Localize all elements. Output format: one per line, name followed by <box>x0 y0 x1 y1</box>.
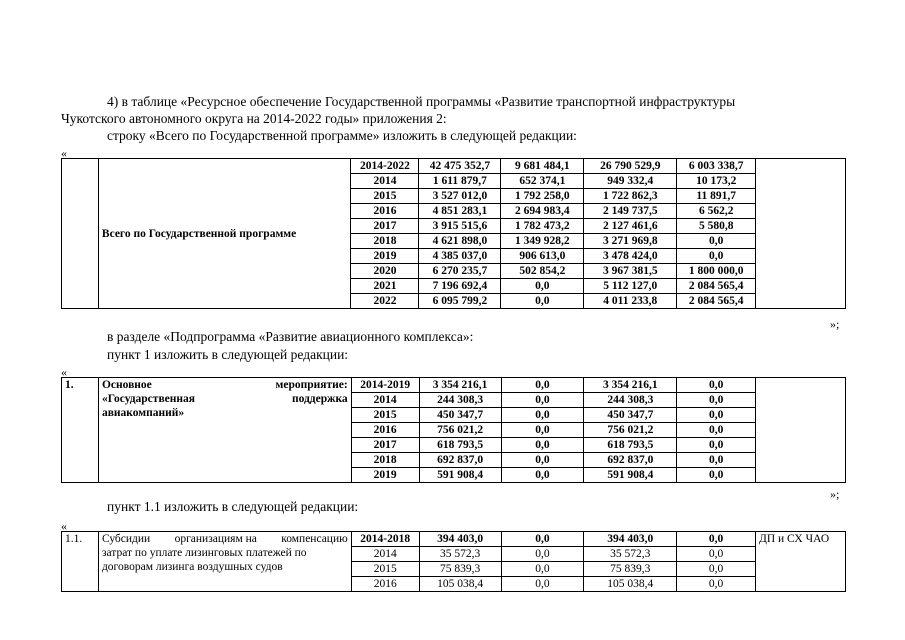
executor-cell <box>756 378 846 483</box>
amount-cell: 2 127 461,6 <box>584 219 677 234</box>
amount-cell: 75 839,3 <box>419 562 501 577</box>
amount-cell: 756 021,2 <box>584 423 677 438</box>
intro-line-1: 4) в таблице «Ресурсное обеспечение Государственной программы «Развитие транспортной инфраструктуры <box>107 94 736 109</box>
close-quote-2: »; <box>830 487 840 501</box>
executor-cell <box>756 159 846 309</box>
amount-cell: 591 908,4 <box>419 468 501 483</box>
amount-cell: 0,0 <box>501 532 584 547</box>
close-quote-1: »; <box>830 317 840 331</box>
amount-cell: 6 095 799,2 <box>419 294 501 309</box>
amount-cell: 0,0 <box>677 393 756 408</box>
label-line <box>102 378 348 392</box>
amount-cell: 0,0 <box>501 294 584 309</box>
amount-cell: 618 793,5 <box>419 438 501 453</box>
table-total-program <box>61 158 846 309</box>
amount-cell: 42 475 352,7 <box>419 159 501 174</box>
amount-cell: 5 580,8 <box>677 219 756 234</box>
amount-cell: 75 839,3 <box>584 562 677 577</box>
amount-cell: 591 908,4 <box>584 468 677 483</box>
amount-cell: 0,0 <box>677 547 756 562</box>
amount-cell: 4 621 898,0 <box>419 234 501 249</box>
amount-cell: 0,0 <box>677 577 756 592</box>
amount-cell: 6 562,2 <box>677 204 756 219</box>
year-cell: 2014-2018 <box>351 532 419 547</box>
row-number: 1.1. <box>62 532 99 592</box>
year-cell: 2015 <box>351 408 419 423</box>
year-cell: 2016 <box>351 423 419 438</box>
label-line: затрат по уплате лизинговых платежей по <box>101 547 307 559</box>
year-cell: 2015 <box>351 189 419 204</box>
amount-cell: 0,0 <box>501 438 584 453</box>
amount-cell: 394 403,0 <box>419 532 501 547</box>
amount-cell: 0,0 <box>677 408 756 423</box>
open-quote-2: « <box>61 365 67 379</box>
amount-cell: 9 681 484,1 <box>501 159 584 174</box>
amount-cell: 0,0 <box>501 453 584 468</box>
section2-line-2: пункт 1 изложить в следующей редакции: <box>107 347 349 362</box>
amount-cell: 3 354 216,1 <box>584 378 677 393</box>
amount-cell: 0,0 <box>677 453 756 468</box>
amount-cell: 3 915 515,6 <box>419 219 501 234</box>
amount-cell: 0,0 <box>677 423 756 438</box>
open-quote-3: « <box>61 519 67 533</box>
amount-cell: 0,0 <box>501 423 584 438</box>
amount-cell: 450 347,7 <box>419 408 501 423</box>
amount-cell: 756 021,2 <box>419 423 501 438</box>
amount-cell: 502 854,2 <box>501 264 584 279</box>
amount-cell: 0,0 <box>501 547 584 562</box>
amount-cell: 0,0 <box>501 279 584 294</box>
amount-cell: 4 385 037,0 <box>419 249 501 264</box>
year-cell: 2020 <box>351 264 419 279</box>
amount-cell: 0,0 <box>677 234 756 249</box>
amount-cell: 1 782 473,2 <box>501 219 584 234</box>
year-cell: 2014 <box>351 393 419 408</box>
amount-cell: 0,0 <box>677 249 756 264</box>
amount-cell: 0,0 <box>501 378 584 393</box>
amount-cell: 4 011 233,8 <box>584 294 677 309</box>
year-cell: 2018 <box>351 453 419 468</box>
label-line <box>102 392 348 406</box>
amount-cell: 1 722 862,3 <box>584 189 677 204</box>
label-word: организациям на <box>174 533 257 545</box>
amount-cell: 26 790 529,9 <box>584 159 677 174</box>
amount-cell: 5 112 127,0 <box>584 279 677 294</box>
open-quote-1: « <box>61 146 67 160</box>
amount-cell: 2 084 565,4 <box>677 279 756 294</box>
amount-cell: 0,0 <box>677 378 756 393</box>
row-number <box>62 159 99 309</box>
label-word: Субсидии <box>101 533 151 545</box>
amount-cell: 0,0 <box>501 562 584 577</box>
amount-cell: 10 173,2 <box>677 174 756 189</box>
amount-cell: 652 374,1 <box>501 174 584 189</box>
table-leasing-subsidies <box>61 531 846 592</box>
amount-cell: 244 308,3 <box>584 393 677 408</box>
label-word: компенсацию <box>281 533 348 545</box>
amount-cell: 0,0 <box>501 577 584 592</box>
amount-cell: 0,0 <box>677 438 756 453</box>
intro-line-2: Чукотского автономного округа на 2014-2022 годы» приложения 2: <box>61 111 447 126</box>
amount-cell: 3 271 969,8 <box>584 234 677 249</box>
amount-cell: 35 572,3 <box>419 547 501 562</box>
amount-cell: 0,0 <box>501 468 584 483</box>
label-line: договорам лизинга воздушных судов <box>101 561 283 573</box>
amount-cell: 0,0 <box>677 532 756 547</box>
year-cell: 2014-2019 <box>351 378 419 393</box>
amount-cell: 1 349 928,2 <box>501 234 584 249</box>
amount-cell: 949 332,4 <box>584 174 677 189</box>
label-word: Основное <box>101 379 152 391</box>
amount-cell: 0,0 <box>501 393 584 408</box>
section2-line-1: в разделе «Подпрограмма «Развитие авиационного комплекса»: <box>107 329 474 344</box>
year-cell: 2016 <box>351 577 419 592</box>
amount-cell: 692 837,0 <box>419 453 501 468</box>
year-cell: 2014 <box>351 174 419 189</box>
amount-cell: 394 403,0 <box>584 532 677 547</box>
row-label <box>98 532 351 592</box>
amount-cell: 6 003 338,7 <box>677 159 756 174</box>
table-aviation-support <box>61 377 846 483</box>
amount-cell: 35 572,3 <box>584 547 677 562</box>
section3-line-1: пункт 1.1 изложить в следующей редакции: <box>107 499 359 514</box>
amount-cell: 0,0 <box>501 408 584 423</box>
amount-cell: 1 792 258,0 <box>501 189 584 204</box>
amount-cell: 1 800 000,0 <box>677 264 756 279</box>
executor-cell: ДП и СХ ЧАО <box>756 532 846 592</box>
amount-cell: 692 837,0 <box>584 453 677 468</box>
amount-cell: 11 891,7 <box>677 189 756 204</box>
amount-cell: 3 967 381,5 <box>584 264 677 279</box>
amount-cell: 0,0 <box>677 468 756 483</box>
intro-line-3: строку «Всего по Государственной программе» изложить в следующей редакции: <box>107 128 577 143</box>
amount-cell: 3 527 012,0 <box>419 189 501 204</box>
amount-cell: 7 196 692,4 <box>419 279 501 294</box>
amount-cell: 2 149 737,5 <box>584 204 677 219</box>
year-cell: 2018 <box>351 234 419 249</box>
year-cell: 2016 <box>351 204 419 219</box>
amount-cell: 105 038,4 <box>419 577 501 592</box>
amount-cell: 2 694 983,4 <box>501 204 584 219</box>
amount-cell: 0,0 <box>677 562 756 577</box>
row-label <box>98 378 351 483</box>
year-cell: 2014 <box>351 547 419 562</box>
amount-cell: 2 084 565,4 <box>677 294 756 309</box>
label-word: мероприятие: <box>275 379 348 391</box>
amount-cell: 6 270 235,7 <box>419 264 501 279</box>
year-cell: 2019 <box>351 468 419 483</box>
year-cell: 2021 <box>351 279 419 294</box>
amount-cell: 906 613,0 <box>501 249 584 264</box>
year-cell: 2015 <box>351 562 419 577</box>
year-cell: 2017 <box>351 219 419 234</box>
amount-cell: 3 354 216,1 <box>419 378 501 393</box>
amount-cell: 4 851 283,1 <box>419 204 501 219</box>
table-row <box>62 532 846 547</box>
amount-cell: 244 308,3 <box>419 393 501 408</box>
amount-cell: 618 793,5 <box>584 438 677 453</box>
amount-cell: 1 611 879,7 <box>419 174 501 189</box>
amount-cell: 105 038,4 <box>584 577 677 592</box>
row-number: 1. <box>62 378 99 483</box>
table-row <box>62 159 846 174</box>
label-word: «Государственная <box>101 393 195 405</box>
year-cell: 2019 <box>351 249 419 264</box>
row-label: Всего по Государственной программе <box>98 159 351 309</box>
label-line: авиакомпаний» <box>101 407 185 419</box>
year-cell: 2014-2022 <box>351 159 419 174</box>
table-row <box>62 378 846 393</box>
year-cell: 2022 <box>351 294 419 309</box>
label-line <box>102 532 348 546</box>
amount-cell: 450 347,7 <box>584 408 677 423</box>
amount-cell: 3 478 424,0 <box>584 249 677 264</box>
year-cell: 2017 <box>351 438 419 453</box>
label-word: поддержка <box>291 393 348 405</box>
